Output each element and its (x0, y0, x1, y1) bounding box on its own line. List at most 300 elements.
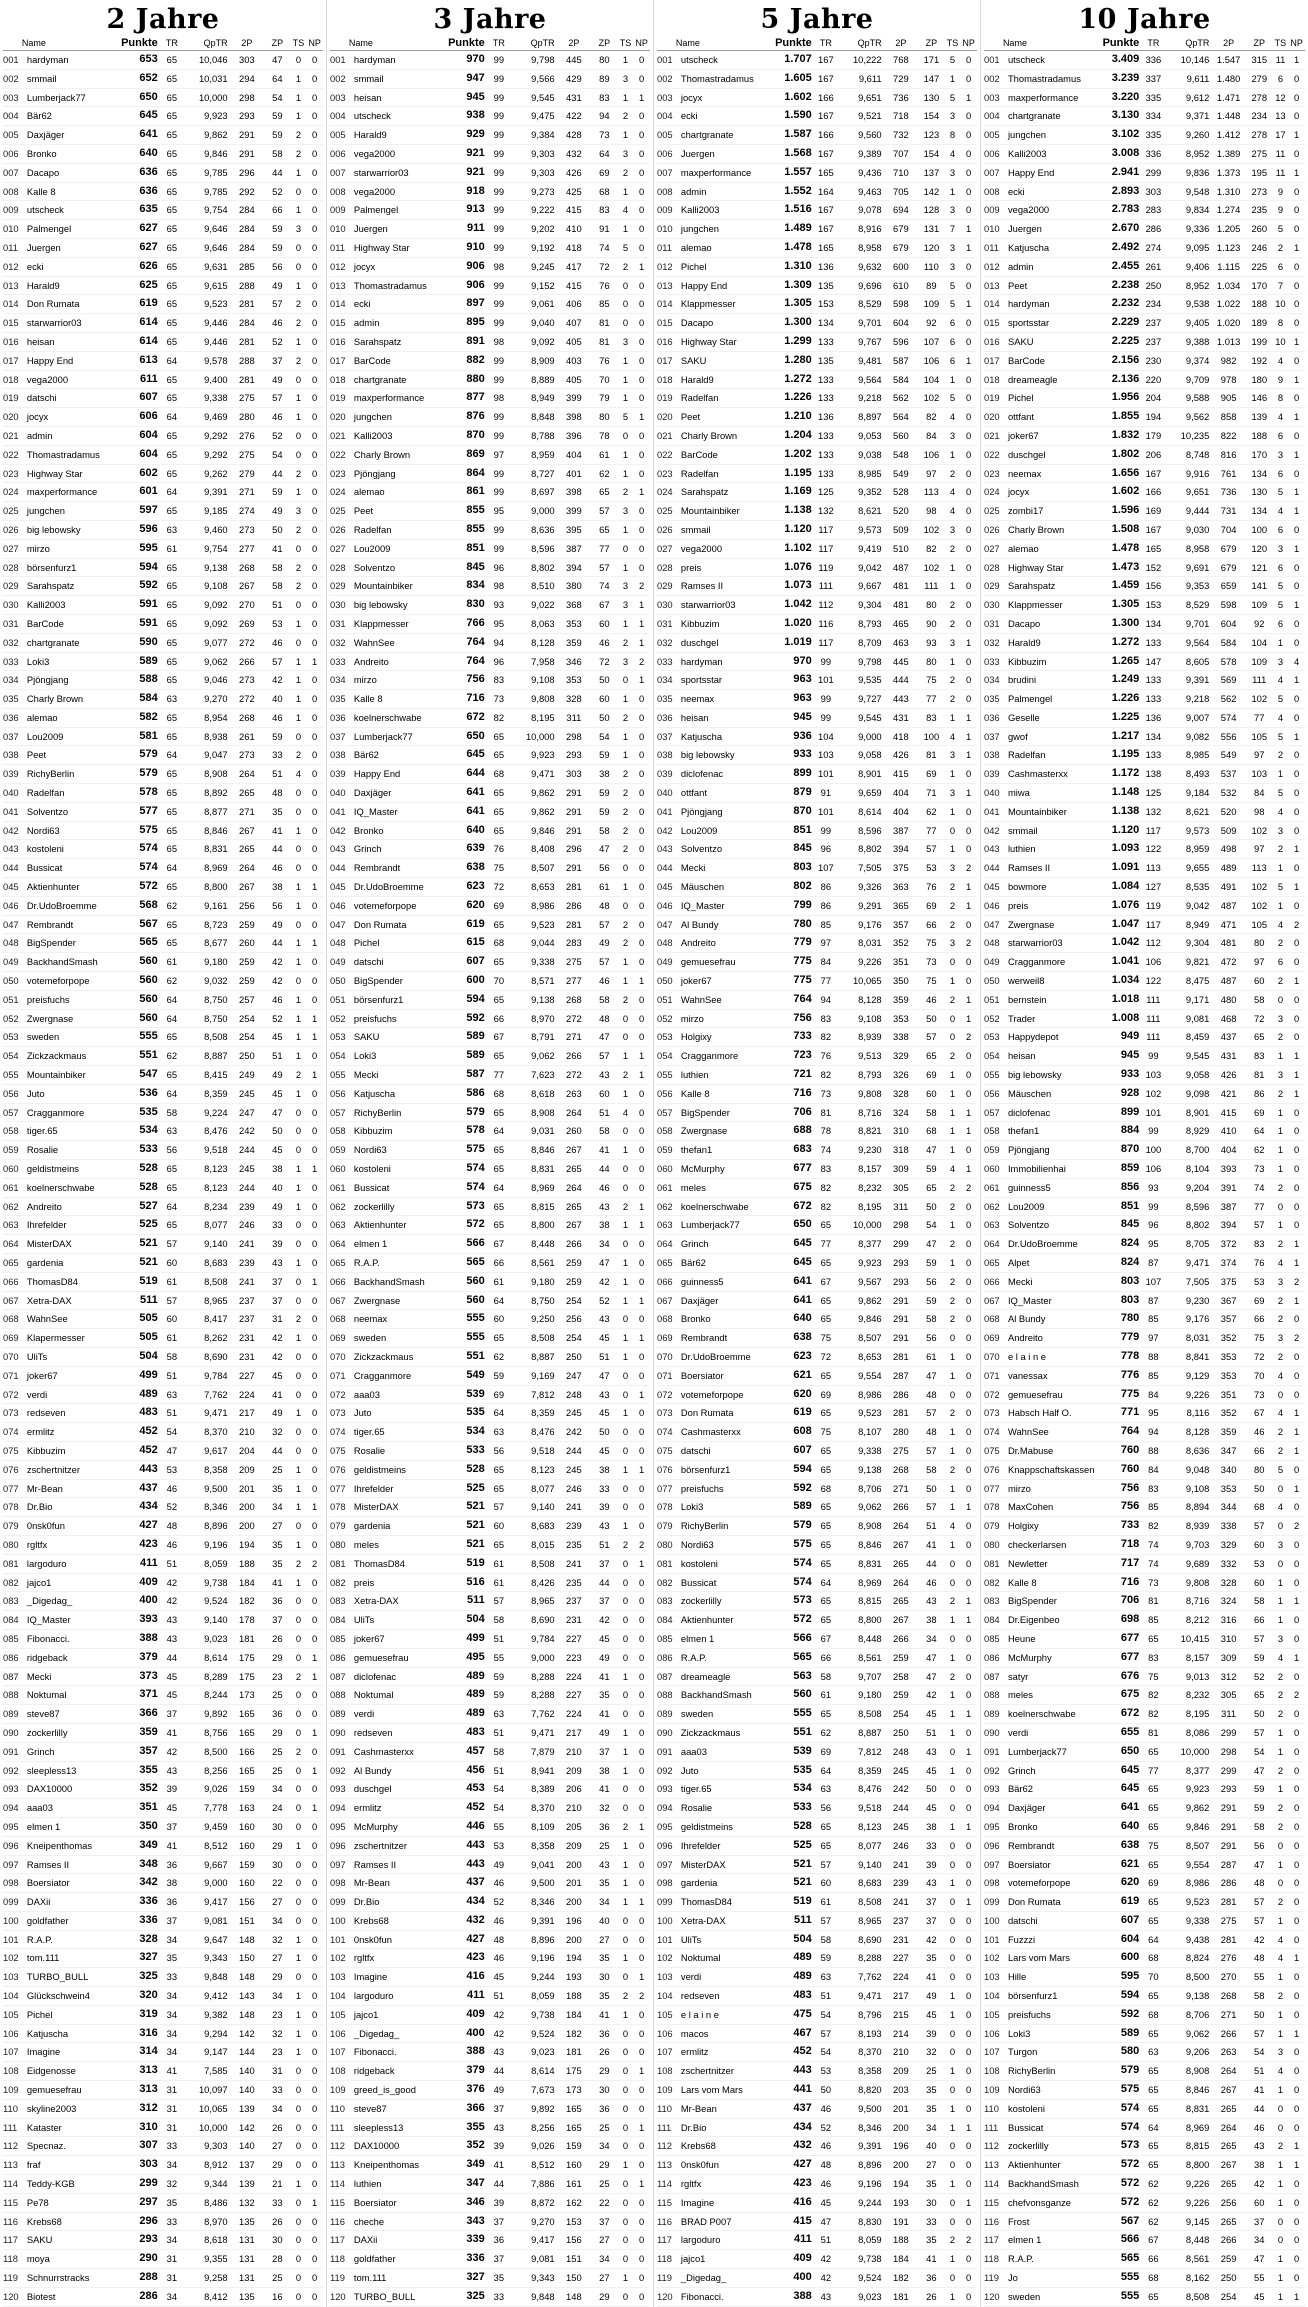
tr-cell: 65 (1142, 1855, 1164, 1874)
rank-cell: 012 (3, 257, 22, 276)
points-cell: 565 (1102, 2250, 1142, 2269)
zp-cell: 82 (918, 408, 945, 427)
zp-cell: 46 (1246, 2118, 1273, 2137)
name-cell: Dr.Bio (22, 1498, 121, 1517)
rank-cell: 112 (3, 2137, 22, 2156)
2p-cell: 156 (557, 2231, 591, 2250)
tr-cell: 99 (488, 539, 510, 558)
qptr-cell: 8,821 (837, 1122, 884, 1141)
qptr-cell: 9,092 (183, 596, 230, 615)
zp-cell: 64 (1246, 1122, 1273, 1141)
name-cell: Lumberjack77 (1003, 1742, 1102, 1761)
name-cell: jungchen (22, 502, 121, 521)
name-cell: zockerlilly (22, 1723, 121, 1742)
2p-cell: 276 (1211, 1949, 1246, 1968)
qptr-cell: 8,802 (510, 558, 557, 577)
np-cell: 0 (633, 878, 650, 897)
tr-cell: 67 (1142, 2231, 1164, 2250)
2p-cell: 374 (1211, 1254, 1246, 1273)
table-row (3, 2231, 323, 2250)
2p-cell: 731 (1211, 502, 1246, 521)
qptr-cell: 8,234 (183, 1197, 230, 1216)
ranking-table (330, 36, 650, 2307)
table-row (330, 1836, 650, 1855)
table-row (657, 107, 977, 126)
2p-cell: 291 (557, 859, 591, 878)
2p-cell: 143 (230, 1987, 264, 2006)
ts-cell: 4 (1273, 1366, 1289, 1385)
zp-cell: 56 (591, 859, 618, 878)
name-cell: duschgel (676, 633, 775, 652)
zp-cell: 49 (264, 502, 291, 521)
zp-cell: 56 (264, 896, 291, 915)
qptr-cell: 9,808 (837, 1084, 884, 1103)
name-cell: Bär62 (1003, 1780, 1102, 1799)
points-cell: 400 (121, 1592, 161, 1611)
points-cell: 349 (448, 2156, 488, 2175)
np-cell: 1 (1288, 483, 1305, 502)
name-cell: RichyBerlin (349, 1103, 448, 1122)
2p-cell: 426 (884, 746, 918, 765)
name-cell: votemeforpope (22, 972, 121, 991)
zp-cell: 104 (918, 370, 945, 389)
rank-cell: 043 (3, 840, 22, 859)
table-row (984, 464, 1305, 483)
np-cell: 0 (960, 1235, 977, 1254)
ts-cell: 1 (291, 896, 307, 915)
2p-cell: 201 (230, 1479, 264, 1498)
qptr-cell: 8,063 (510, 614, 557, 633)
np-cell: 0 (306, 351, 323, 370)
tr-cell: 101 (1142, 1103, 1164, 1122)
qptr-cell: 9,738 (510, 2005, 557, 2024)
ts-cell: 1 (618, 1141, 634, 1160)
table-row (984, 840, 1305, 859)
table-row (984, 1667, 1305, 1686)
2p-cell: 353 (1211, 1366, 1246, 1385)
2p-cell: 182 (557, 2024, 591, 2043)
tr-cell: 37 (488, 2212, 510, 2231)
table-row (3, 1648, 323, 1667)
rank-cell: 046 (330, 896, 349, 915)
zp-cell: 47 (591, 1254, 618, 1273)
qptr-cell: 9,691 (1165, 558, 1212, 577)
zp-cell: 192 (1246, 351, 1273, 370)
ts-cell: 8 (1273, 314, 1289, 333)
zp-cell: 35 (264, 1479, 291, 1498)
qptr-cell: 8,954 (183, 708, 230, 727)
2p-cell: 445 (557, 51, 591, 70)
2p-cell: 338 (1211, 1517, 1246, 1536)
ts-cell: 2 (291, 520, 307, 539)
zp-cell: 59 (264, 727, 291, 746)
2p-cell: 284 (230, 220, 264, 239)
table-row (3, 2269, 323, 2288)
tr-cell: 99 (488, 520, 510, 539)
ts-cell: 2 (291, 314, 307, 333)
name-cell: MaxCohen (1003, 1498, 1102, 1517)
np-cell: 0 (306, 1893, 323, 1912)
np-cell: 0 (306, 708, 323, 727)
np-cell: 1 (633, 88, 650, 107)
table-row (3, 51, 323, 70)
2p-cell: 679 (884, 238, 918, 257)
zp-cell: 57 (591, 502, 618, 521)
table-row (657, 1178, 977, 1197)
zp-cell: 39 (918, 2024, 945, 2043)
2p-cell: 200 (557, 1855, 591, 1874)
qptr-cell: 8,791 (510, 1028, 557, 1047)
tr-cell: 64 (815, 1761, 837, 1780)
ts-cell: 4 (1273, 802, 1289, 821)
name-cell: preisfuchs (349, 1009, 448, 1028)
tr-cell: 35 (161, 2193, 183, 2212)
points-cell: 467 (775, 2024, 815, 2043)
np-cell: 0 (633, 1799, 650, 1818)
rank-cell: 008 (657, 182, 676, 201)
zp-cell: 279 (1246, 69, 1273, 88)
ts-cell: 1 (1273, 1573, 1289, 1592)
tr-cell: 58 (161, 1103, 183, 1122)
table-row (3, 408, 323, 427)
np-cell: 0 (306, 2099, 323, 2118)
name-cell: kostoleni (676, 1554, 775, 1573)
rank-cell: 067 (657, 1291, 676, 1310)
ts-cell: 1 (618, 1404, 634, 1423)
np-cell: 1 (633, 1047, 650, 1066)
table-row (984, 1893, 1305, 1912)
tr-cell: 99 (488, 107, 510, 126)
table-row (657, 1836, 977, 1855)
qptr-cell: 8,938 (183, 727, 230, 746)
table-row (984, 652, 1305, 671)
points-cell: 936 (775, 727, 815, 746)
zp-cell: 44 (591, 1573, 618, 1592)
2p-cell: 265 (1211, 2099, 1246, 2118)
np-cell: 0 (1288, 1855, 1305, 1874)
tr-cell: 99 (488, 163, 510, 182)
tr-cell: 65 (161, 1178, 183, 1197)
np-cell: 2 (1288, 915, 1305, 934)
table-row (3, 88, 323, 107)
table-row (330, 351, 650, 370)
points-cell: 1.138 (775, 502, 815, 521)
zp-cell: 97 (918, 464, 945, 483)
name-cell: verdi (22, 1385, 121, 1404)
table-row (984, 1254, 1305, 1273)
rank-cell: 081 (657, 1554, 676, 1573)
name-cell: Peet (22, 746, 121, 765)
2p-cell: 242 (884, 1780, 918, 1799)
column-header: TS (1273, 36, 1289, 51)
points-cell: 2.670 (1102, 220, 1142, 239)
rank-cell: 060 (330, 1160, 349, 1179)
tr-cell: 337 (1142, 69, 1164, 88)
table-row (330, 1705, 650, 1724)
qptr-cell: 10,000 (183, 2118, 230, 2137)
qptr-cell: 9,292 (183, 426, 230, 445)
name-cell: Bussicat (1003, 2118, 1102, 2137)
qptr-cell: 8,802 (837, 840, 884, 859)
tr-cell: 32 (161, 2175, 183, 2194)
tr-cell: 65 (161, 389, 183, 408)
name-cell: joker67 (1003, 426, 1102, 445)
qptr-cell: 9,417 (183, 1893, 230, 1912)
qptr-cell: 8,969 (510, 1178, 557, 1197)
points-cell: 533 (775, 1799, 815, 1818)
tr-cell: 53 (161, 1460, 183, 1479)
qptr-cell: 9,270 (510, 2212, 557, 2231)
np-cell: 0 (306, 163, 323, 182)
points-cell: 1.073 (775, 577, 815, 596)
tr-cell: 133 (815, 464, 837, 483)
tr-cell: 99 (488, 201, 510, 220)
name-cell: Daxjäger (22, 126, 121, 145)
name-cell: redseven (349, 1723, 448, 1742)
qptr-cell: 8,015 (510, 1535, 557, 1554)
table-row (330, 1160, 650, 1179)
np-cell: 0 (633, 1009, 650, 1028)
zp-cell: 35 (264, 802, 291, 821)
np-cell: 0 (633, 558, 650, 577)
qptr-cell: 9,374 (1165, 351, 1212, 370)
table-row (657, 389, 977, 408)
table-row (3, 1047, 323, 1066)
qptr-cell: 8,959 (510, 445, 557, 464)
table-row (3, 1780, 323, 1799)
rank-cell: 097 (984, 1855, 1003, 1874)
rank-cell: 081 (3, 1554, 22, 1573)
zp-cell: 60 (591, 614, 618, 633)
name-cell: Geselle (1003, 708, 1102, 727)
rank-cell: 003 (330, 88, 349, 107)
rank-cell: 050 (3, 972, 22, 991)
tr-cell: 37 (488, 2099, 510, 2118)
zp-cell: 273 (1246, 182, 1273, 201)
np-cell: 0 (633, 144, 650, 163)
ts-cell: 2 (945, 990, 961, 1009)
rank-cell: 096 (330, 1836, 349, 1855)
2p-cell: 259 (1211, 2250, 1246, 2269)
2p-cell: 231 (230, 1347, 264, 1366)
ts-cell: 2 (1273, 1310, 1289, 1329)
2p-cell: 148 (230, 1968, 264, 1987)
points-cell: 327 (448, 2269, 488, 2288)
name-cell: Nordi63 (1003, 2081, 1102, 2100)
qptr-cell: 10,097 (183, 2081, 230, 2100)
np-cell: 0 (306, 746, 323, 765)
table-row (3, 1855, 323, 1874)
ranking-column (327, 0, 654, 2307)
zp-cell: 40 (264, 690, 291, 709)
zp-cell: 52 (264, 332, 291, 351)
ts-cell: 2 (291, 746, 307, 765)
points-cell: 641 (1102, 1799, 1142, 1818)
rank-cell: 045 (657, 878, 676, 897)
qptr-cell: 9,463 (837, 182, 884, 201)
qptr-cell: 8,358 (510, 1836, 557, 1855)
ts-cell: 0 (618, 1968, 634, 1987)
tr-cell: 51 (161, 1554, 183, 1573)
np-cell: 0 (1288, 1761, 1305, 1780)
table-row (657, 1498, 977, 1517)
points-cell: 310 (121, 2118, 161, 2137)
name-cell: ottfant (1003, 408, 1102, 427)
np-cell: 0 (306, 671, 323, 690)
qptr-cell: 9,007 (1165, 708, 1212, 727)
2p-cell: 267 (230, 821, 264, 840)
name-cell: heisan (22, 332, 121, 351)
rank-cell: 082 (330, 1573, 349, 1592)
table-row (984, 1084, 1305, 1103)
np-cell: 0 (1288, 1930, 1305, 1949)
ts-cell: 1 (945, 1141, 961, 1160)
table-row (984, 220, 1305, 239)
2p-cell: 410 (1211, 1122, 1246, 1141)
table-row (984, 295, 1305, 314)
points-cell: 636 (121, 163, 161, 182)
np-cell: 0 (1288, 1498, 1305, 1517)
points-cell: 313 (121, 2081, 161, 2100)
np-cell: 0 (1288, 295, 1305, 314)
zp-cell: 52 (591, 1291, 618, 1310)
2p-cell: 246 (230, 1216, 264, 1235)
tr-cell: 60 (815, 1874, 837, 1893)
qptr-cell: 8,507 (1165, 1836, 1212, 1855)
zp-cell: 65 (918, 1178, 945, 1197)
tr-cell: 100 (1142, 1141, 1164, 1160)
qptr-cell: 8,157 (837, 1160, 884, 1179)
zp-cell: 46 (918, 1573, 945, 1592)
ts-cell: 0 (291, 238, 307, 257)
qptr-cell: 9,707 (837, 1667, 884, 1686)
np-cell: 1 (960, 238, 977, 257)
qptr-cell: 9,836 (1165, 163, 1212, 182)
name-cell: hardyman (349, 51, 448, 70)
np-cell: 0 (633, 915, 650, 934)
2p-cell: 1.034 (1211, 276, 1246, 295)
tr-cell: 99 (488, 88, 510, 107)
table-row (330, 859, 650, 878)
table-row (3, 314, 323, 333)
tr-cell: 48 (815, 2156, 837, 2175)
name-cell: hardyman (676, 652, 775, 671)
name-cell: DAX10000 (22, 1780, 121, 1799)
rank-cell: 085 (330, 1629, 349, 1648)
qptr-cell: 9,588 (1165, 389, 1212, 408)
np-cell: 0 (1288, 314, 1305, 333)
ts-cell: 2 (945, 896, 961, 915)
rank-cell: 054 (330, 1047, 349, 1066)
table-row (657, 1235, 977, 1254)
name-cell: Kalli2003 (676, 201, 775, 220)
2p-cell: 584 (1211, 633, 1246, 652)
qptr-cell: 8,887 (183, 1047, 230, 1066)
2p-cell: 265 (1211, 2175, 1246, 2194)
qptr-cell: 8,697 (510, 483, 557, 502)
table-row (330, 2043, 650, 2062)
ts-cell: 0 (291, 2250, 307, 2269)
qptr-cell: 9,846 (510, 821, 557, 840)
2p-cell: 175 (230, 1648, 264, 1667)
points-cell: 877 (448, 389, 488, 408)
np-cell: 0 (306, 840, 323, 859)
tr-cell: 46 (161, 1479, 183, 1498)
2p-cell: 191 (884, 2212, 918, 2231)
ts-cell: 6 (1273, 257, 1289, 276)
np-cell: 0 (306, 1084, 323, 1103)
points-cell: 533 (121, 1141, 161, 1160)
ts-cell: 10 (1273, 332, 1289, 351)
ts-cell: 1 (945, 1066, 961, 1085)
tr-cell: 60 (161, 1254, 183, 1273)
rank-cell: 035 (984, 690, 1003, 709)
zp-cell: 141 (1246, 577, 1273, 596)
ts-cell: 4 (1273, 1254, 1289, 1273)
table-row (330, 577, 650, 596)
qptr-cell: 9,846 (183, 144, 230, 163)
points-cell: 645 (448, 746, 488, 765)
points-cell: 519 (121, 1272, 161, 1291)
name-cell: IQ_Master (676, 896, 775, 915)
points-cell: 347 (448, 2175, 488, 2194)
points-cell: 778 (1102, 1347, 1142, 1366)
2p-cell: 237 (230, 1291, 264, 1310)
2p-cell: 279 (230, 464, 264, 483)
qptr-cell: 8,195 (1165, 1705, 1212, 1724)
np-cell: 0 (960, 144, 977, 163)
tr-cell: 77 (1142, 1761, 1164, 1780)
np-cell: 1 (633, 1893, 650, 1912)
ts-cell: 2 (1273, 1423, 1289, 1442)
ts-cell: 1 (291, 69, 307, 88)
table-row (3, 859, 323, 878)
rank-cell: 055 (3, 1066, 22, 1085)
2p-cell: 432 (557, 144, 591, 163)
rank-cell: 118 (984, 2250, 1003, 2269)
zp-cell: 33 (264, 746, 291, 765)
points-cell: 830 (448, 596, 488, 615)
np-cell: 0 (960, 1329, 977, 1348)
points-cell: 489 (448, 1705, 488, 1724)
points-cell: 626 (121, 257, 161, 276)
points-cell: 803 (775, 859, 815, 878)
table-row (3, 1968, 323, 1987)
points-cell: 575 (448, 1141, 488, 1160)
2p-cell: 286 (884, 1385, 918, 1404)
ts-cell: 0 (618, 1009, 634, 1028)
qptr-cell: 8,614 (510, 2062, 557, 2081)
qptr-cell: 9,023 (837, 2287, 884, 2306)
qptr-cell: 9,196 (510, 1949, 557, 1968)
np-cell: 0 (306, 2287, 323, 2306)
2p-cell: 231 (230, 1329, 264, 1348)
rank-cell: 118 (3, 2250, 22, 2269)
name-cell: Andreito (22, 1197, 121, 1216)
rank-cell: 033 (330, 652, 349, 671)
ts-cell: 1 (945, 1347, 961, 1366)
2p-cell: 293 (1211, 1780, 1246, 1799)
table-row (657, 1705, 977, 1724)
name-cell: Kibbuzim (1003, 652, 1102, 671)
rank-cell: 051 (984, 990, 1003, 1009)
table-row (330, 1216, 650, 1235)
zp-cell: 22 (591, 2193, 618, 2212)
np-cell: 1 (960, 2193, 977, 2212)
name-cell: Zwergnase (22, 1009, 121, 1028)
2p-cell: 175 (557, 2062, 591, 2081)
table-row (330, 1949, 650, 1968)
